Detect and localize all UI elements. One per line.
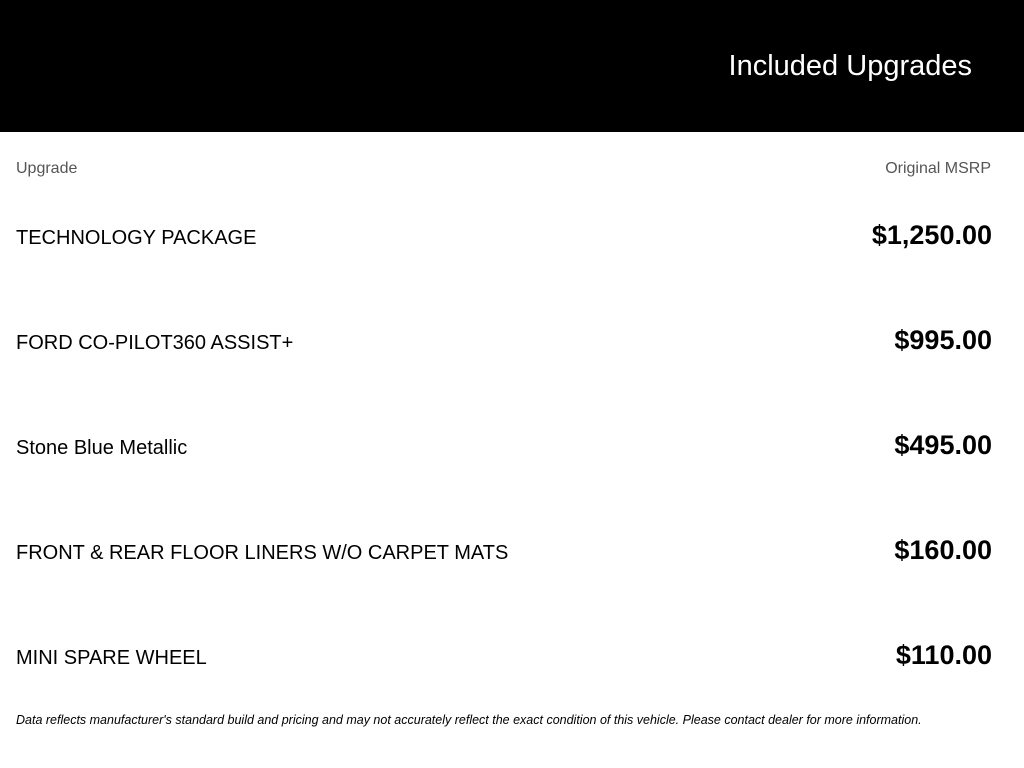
upgrade-name: FRONT & REAR FLOOR LINERS W/O CARPET MATS <box>16 542 509 564</box>
upgrade-price: $160.00 <box>894 535 992 565</box>
upgrade-price: $1,250.00 <box>871 220 992 250</box>
disclaimer-text: Data reflects manufacturer's standard build and pricing and may not accurately reflect the exact condition of this vehicle. Please contact dealer for more information. <box>16 713 922 727</box>
list-item <box>16 428 992 468</box>
column-headers <box>16 160 991 180</box>
column-header-msrp: Original MSRP <box>885 160 991 177</box>
upgrade-price: $110.00 <box>895 640 992 670</box>
upgrade-name: FORD CO-PILOT360 ASSIST+ <box>16 332 294 354</box>
upgrade-price: $995.00 <box>894 325 992 355</box>
upgrade-name: Stone Blue Metallic <box>16 437 188 459</box>
list-item <box>16 218 992 258</box>
header-bar <box>0 0 1024 132</box>
upgrade-price: $495.00 <box>894 430 992 460</box>
upgrade-name: TECHNOLOGY PACKAGE <box>16 227 257 249</box>
list-item <box>16 638 992 678</box>
list-item <box>16 323 992 363</box>
column-header-upgrade: Upgrade <box>16 160 78 177</box>
page-title: Included Upgrades <box>728 50 972 82</box>
list-item <box>16 533 992 573</box>
upgrade-name: MINI SPARE WHEEL <box>16 647 207 669</box>
